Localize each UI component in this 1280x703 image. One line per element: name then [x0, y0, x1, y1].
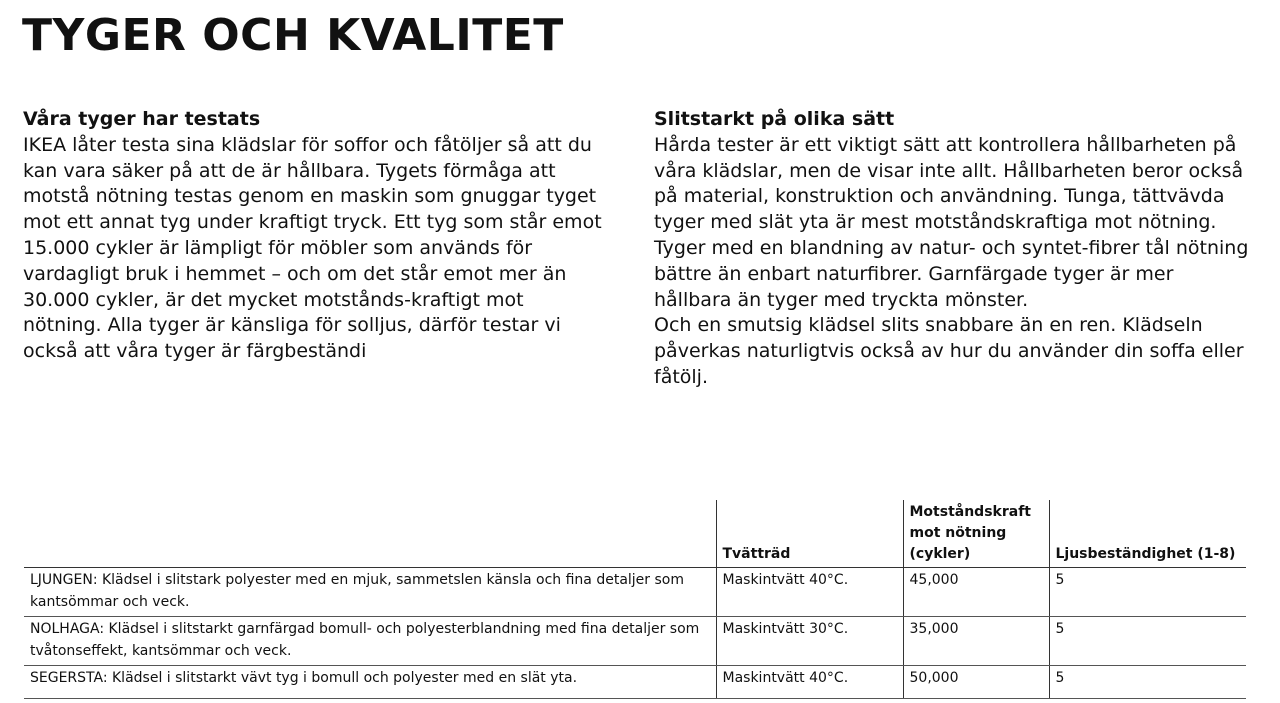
- row-description: NOLHAGA: Klädsel i slitstarkt garnfärgad bomull- och polyesterblandning med fina detaljer som tvåtonseffekt, kantsömmar och veck.: [24, 617, 716, 666]
- left-section-heading: Våra tyger har testats: [23, 108, 261, 130]
- row-description: SEGERSTA: Klädsel i slitstarkt vävt tyg i bomull och polyester med en slät yta.: [24, 666, 716, 699]
- row-wash: Maskintvätt 40°C.: [716, 568, 903, 617]
- fabric-quality-table: [24, 500, 1246, 699]
- row-abrasion: 35,000: [903, 617, 1049, 666]
- row-abrasion: 45,000: [903, 568, 1049, 617]
- left-section: [23, 107, 603, 365]
- right-section-heading: Slitstarkt på olika sätt: [654, 108, 895, 130]
- row-light: 5: [1049, 666, 1246, 699]
- right-section-body-1: Hårda tester är ett viktigt sätt att kontrollera hållbarheten på våra klädslar, men de visar inte allt. Hållbarheten beror också på material, konstruktion och användning. Tunga, tättvävda tyger med slät yta är mest motståndskraftiga mot nötning. Tyger med en blandning av natur- och syntet-fibrer tål nötning bättre än enbart naturfibrer. Garnfärgade tyger är mer hållbara än tyger med tryckta mönster.: [654, 133, 1249, 311]
- row-wash: Maskintvätt 30°C.: [716, 617, 903, 666]
- right-section: [654, 107, 1254, 391]
- left-section-body: IKEA låter testa sina klädslar för soffor och fåtöljer så att du kan vara säker på att de är hållbara. Tygets förmåga att motstå nötning testas genom en maskin som gnuggar tyget mot ett annat tyg under kraftigt tryck. Ett tyg som står emot 15.000 cykler är lämpligt för möbler som används för vardagligt bruk i hemmet – och om det står emot mer än 30.000 cykler, är det mycket motstånds-kraftigt mot nötning. Alla tyger är känsliga för solljus, därför testar vi också att våra tyger är färgbeständi: [23, 133, 602, 363]
- row-abrasion: 50,000: [903, 666, 1049, 699]
- row-light: 5: [1049, 568, 1246, 617]
- header-wash: Tvätträd: [716, 500, 903, 568]
- table-row: [24, 666, 1246, 699]
- header-light: Ljusbeständighet (1-8): [1049, 500, 1246, 568]
- header-abrasion: Motståndskraft mot nötning (cykler): [903, 500, 1049, 568]
- row-description: LJUNGEN: Klädsel i slitstark polyester med en mjuk, sammetslen känsla och fina detaljer som kantsömmar och veck.: [24, 568, 716, 617]
- row-light: 5: [1049, 617, 1246, 666]
- row-wash: Maskintvätt 40°C.: [716, 666, 903, 699]
- fabric-table-wrapper: [24, 500, 1246, 699]
- right-section-body-2: Och en smutsig klädsel slits snabbare än en ren. Klädseln påverkas naturligtvis också av hur du använder din soffa eller fåtölj.: [654, 314, 1244, 388]
- table-row: [24, 617, 1246, 666]
- header-description: [24, 500, 716, 568]
- table-header-row: [24, 500, 1246, 568]
- table-row: [24, 568, 1246, 617]
- page-title: TYGER OCH KVALITET: [22, 10, 564, 61]
